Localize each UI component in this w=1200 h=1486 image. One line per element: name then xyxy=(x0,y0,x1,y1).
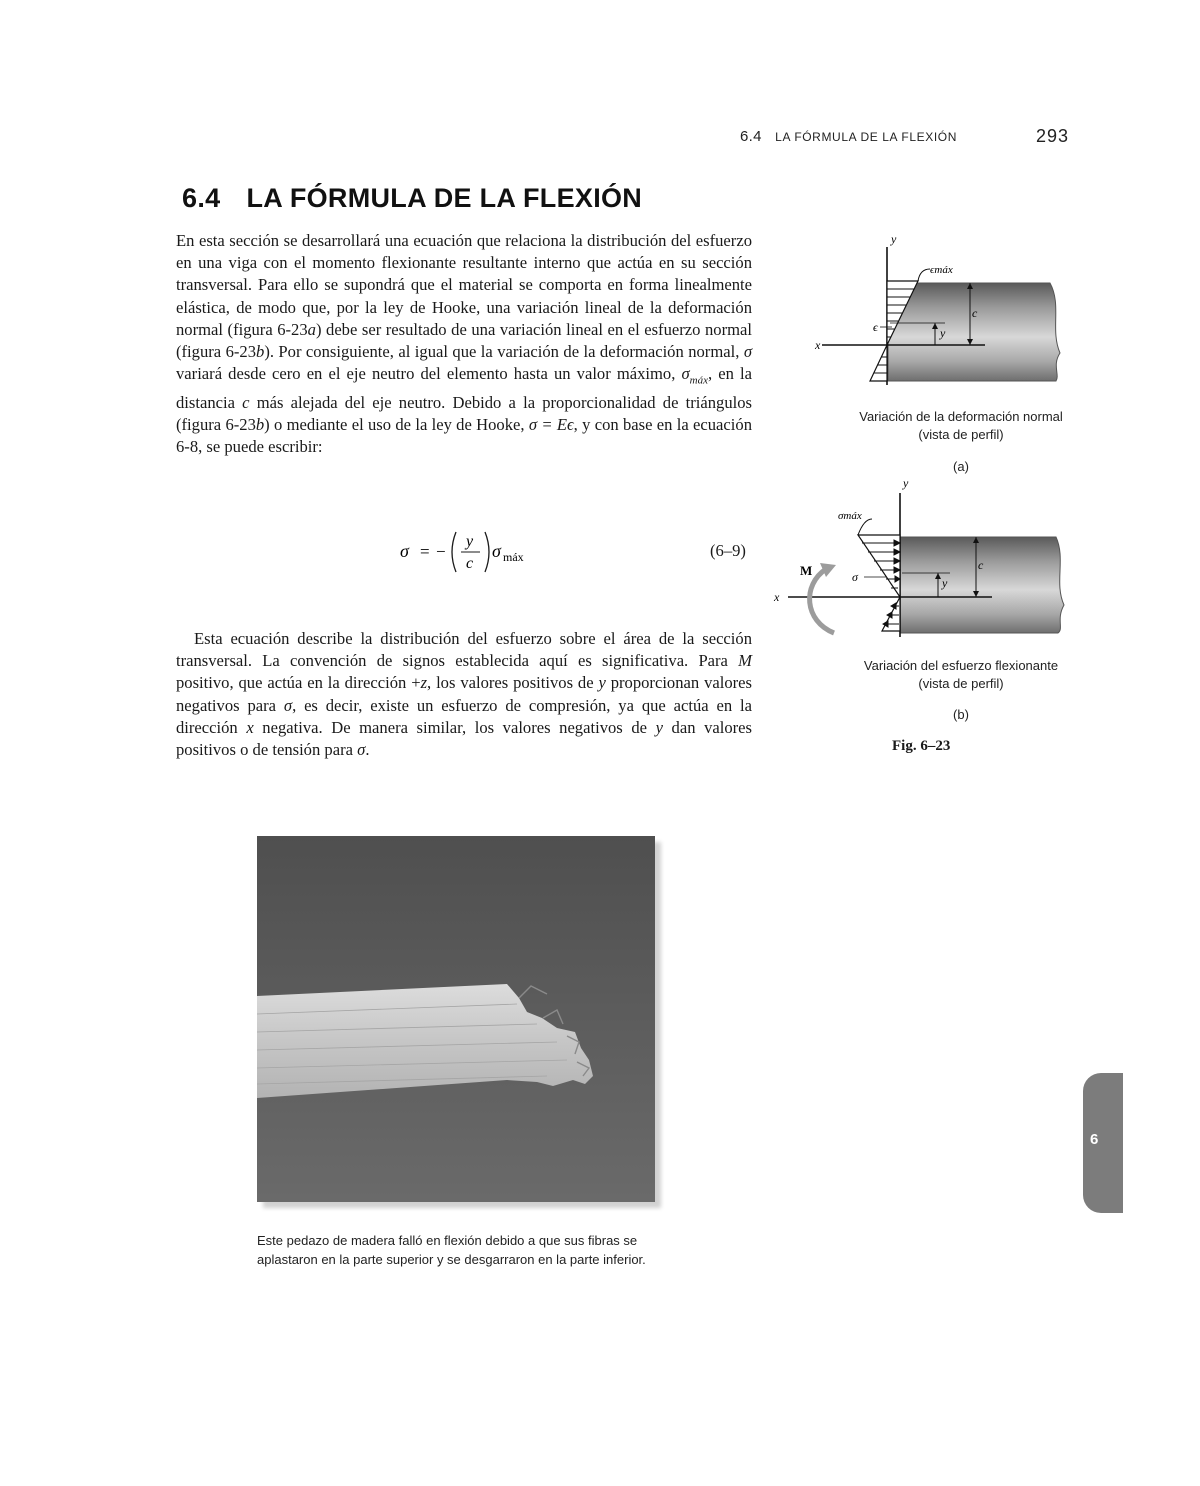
section-title: LA FÓRMULA DE LA FLEXIÓN xyxy=(246,183,643,213)
running-header-section-name: LA FÓRMULA DE LA FLEXIÓN xyxy=(775,130,957,144)
equation-6-9 xyxy=(398,526,538,583)
svg-text:y: y xyxy=(942,576,948,590)
svg-text:máx: máx xyxy=(503,550,524,564)
figure-b-label: (b) xyxy=(953,707,969,722)
svg-text:c: c xyxy=(466,555,474,572)
figure-a-caption: Variación de la deformación normal (vista de perfil) xyxy=(859,409,1063,442)
chapter-tab-number: 6 xyxy=(1090,1131,1099,1148)
chapter-tab xyxy=(1083,1073,1123,1213)
equation-number: (6–9) xyxy=(710,541,746,560)
svg-text:σ: σ xyxy=(852,570,858,584)
paragraph-intro: En esta sección se desarrollará una ecuación que relaciona la distribución del esfuerzo en una viga con el momento flexionante resultante interno que actúa en su sección transversal. Para ello se supondrá que el material se comporta en forma linealmente elástica, de modo que, por la ley de Hooke, una variación lineal de la deformación normal (figura 6-23a) debe ser resultado de una variación lineal en el esfuerzo normal (figura 6-23b). Por consiguiente, al igual que la variación de la deformación normal, σ variará desde cero en el eje neutro del elemento hasta un valor máximo, $\sigma_{máx}$, en la distancia c más alejada del eje neutro. Debido a la proporcionalidad de triángulos (figura 6-23b) o mediante el uso de la ley de Hooke, σ = Eϵ, y con base en la ecuación 6-8, se puede escribir: xyxy=(176,231,752,457)
svg-text:ϵmáx: ϵmáx xyxy=(930,264,953,276)
svg-text:c: c xyxy=(972,306,978,320)
svg-text:−: − xyxy=(436,542,446,561)
svg-text:M: M xyxy=(800,563,813,578)
running-header xyxy=(740,128,957,145)
paragraph-sign-convention: Esta ecuación describe la distribución del esfuerzo sobre el área de la sección transversal. La convención de signos establecida aquí es significativa. Para M positivo, que actúa en la dirección +z, los valores positivos de y proporcionan valores negativos para σ, es decir, existe un esfuerzo de compresión, ya que actúa en la dirección x negativa. De manera similar, los valores negativos de y dan valores positivos o de tensión para σ. xyxy=(176,629,752,760)
page-number: 293 xyxy=(1036,126,1070,146)
equation-render xyxy=(398,526,538,578)
photo-caption: Este pedazo de madera falló en flexión debido a que sus fibras se aplastaron en la parte superior y se desgarraron en la parte inferior. xyxy=(257,1233,646,1267)
svg-text:=: = xyxy=(420,542,430,561)
svg-text:σmáx: σmáx xyxy=(838,510,862,522)
figure-b-stress-diagram xyxy=(773,476,1064,637)
figure-b-caption: Variación del esfuerzo flexionante (vista de perfil) xyxy=(863,658,1059,691)
svg-text:y: y xyxy=(466,533,474,550)
figure-a-label: (a) xyxy=(953,459,969,474)
svg-text:y: y xyxy=(891,232,897,246)
running-header-section-number: 6.4 xyxy=(740,128,762,145)
svg-text:ϵ: ϵ xyxy=(873,320,878,334)
figure-number: Fig. 6–23 xyxy=(892,738,951,754)
figure-a-strain-diagram xyxy=(814,232,1060,385)
svg-text:x: x xyxy=(774,590,780,604)
svg-text:c: c xyxy=(978,558,984,572)
svg-text:σ: σ xyxy=(400,541,409,561)
photo-broken-wood xyxy=(257,836,655,1202)
svg-text:x: x xyxy=(815,338,821,352)
svg-text:σ: σ xyxy=(492,541,501,561)
svg-text:y: y xyxy=(903,476,909,490)
svg-text:y: y xyxy=(940,326,946,340)
photo-broken-wood-render xyxy=(257,836,655,1202)
section-heading xyxy=(182,183,642,214)
section-number: 6.4 xyxy=(182,183,221,213)
